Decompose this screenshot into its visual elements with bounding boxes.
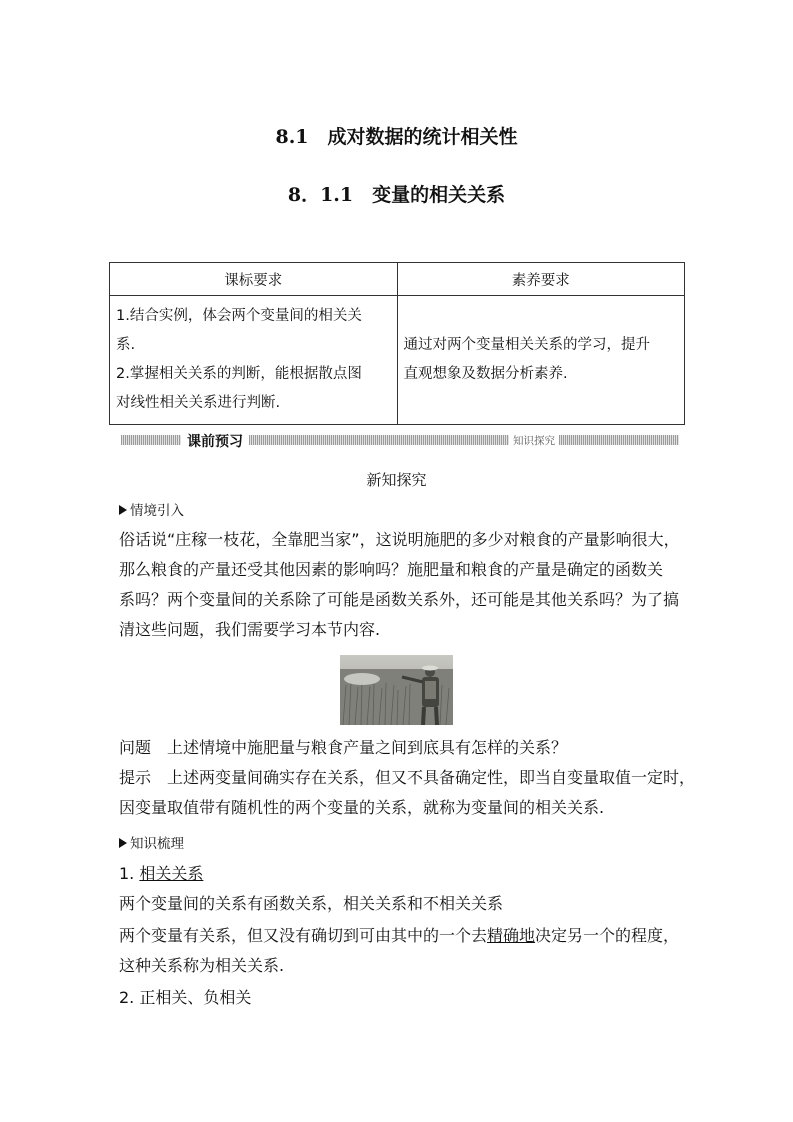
item1-title: 相关关系 <box>139 864 204 883</box>
item1-line: 这种关系称为相关关系. <box>119 956 285 975</box>
section-title: 8.1 成对数据的统计相关性 <box>275 126 518 148</box>
competency-line: 通过对两个变量相关关系的学习，提升 <box>403 337 650 353</box>
curriculum-line: 系. <box>116 337 136 353</box>
hatch-decoration <box>121 435 181 445</box>
curriculum-line: 2.掌握相关关系的判断，能根据散点图 <box>116 366 362 382</box>
tag-intro-label: 情境引入 <box>130 503 184 519</box>
item1-number: 1. <box>119 864 135 883</box>
requirements-table <box>109 262 685 425</box>
heading-new-knowledge: 新知探究 <box>366 471 427 489</box>
curriculum-line: 对线性相关关系进行判断. <box>116 395 281 411</box>
header-curriculum: 课标要求 <box>110 263 398 296</box>
table-row <box>110 296 685 425</box>
section-bar-label: 课前预习 <box>181 431 249 451</box>
farmer-spraying-field-image <box>340 655 453 725</box>
section-bar-sublabel: 知识探究 <box>509 433 559 448</box>
triangle-bullet-icon <box>119 505 127 515</box>
tag-intro <box>119 499 184 519</box>
subsection-title: 8．1.1 变量的相关关系 <box>287 184 506 206</box>
tag-knowledge <box>119 832 184 852</box>
question-line: 问题 上述情境中施肥量与粮食产量之间到底具有怎样的关系？ <box>119 738 568 757</box>
header-competency: 素养要求 <box>397 263 685 296</box>
item1-text: 决定另一个的程度， <box>535 926 680 945</box>
preview-section-bar <box>121 432 679 448</box>
item2-number: 2. <box>119 988 135 1007</box>
intro-paragraph <box>119 525 684 645</box>
intro-line: 那么粮食的产量还受其他因素的影响吗？施肥量和粮食的产量是确定的函数关 <box>119 560 664 579</box>
hint-line: 提示 上述两变量间确实存在关系，但又不具备确定性，即当自变量取值一定时， <box>119 768 696 787</box>
competency-cell <box>397 296 685 425</box>
curriculum-cell <box>110 296 398 425</box>
item1-emphasis: 精确地 <box>487 926 536 945</box>
curriculum-line: 1.结合实例，体会两个变量间的相关关 <box>116 308 362 324</box>
intro-line: 俗话说“庄稼一枝花，全靠肥当家”，这说明施肥的多少对粮食的产量影响很大， <box>119 530 680 549</box>
item1-text: 两个变量有关系，但又没有确切到可由其中的一个去 <box>119 926 488 945</box>
hatch-decoration <box>249 435 679 445</box>
item2-title: 正相关、负相关 <box>139 988 252 1007</box>
item1-heading <box>119 863 689 885</box>
hint-line: 因变量取值带有随机性的两个变量的关系，就称为变量间的相关关系. <box>119 798 605 817</box>
intro-line: 系吗？两个变量间的关系除了可能是函数关系外，还可能是其他关系吗？为了搞 <box>119 590 680 609</box>
triangle-bullet-icon <box>119 838 127 848</box>
item1-line: 两个变量间的关系有函数关系，相关关系和不相关关系 <box>119 894 504 913</box>
item1-line <box>119 925 689 947</box>
intro-line: 清这些问题，我们需要学习本节内容. <box>119 620 381 639</box>
tag-knowledge-label: 知识梳理 <box>130 836 184 852</box>
field-photo <box>340 655 453 725</box>
table-header-row <box>110 263 685 296</box>
item2-heading <box>119 987 689 1009</box>
competency-line: 直观想象及数据分析素养. <box>403 366 568 382</box>
